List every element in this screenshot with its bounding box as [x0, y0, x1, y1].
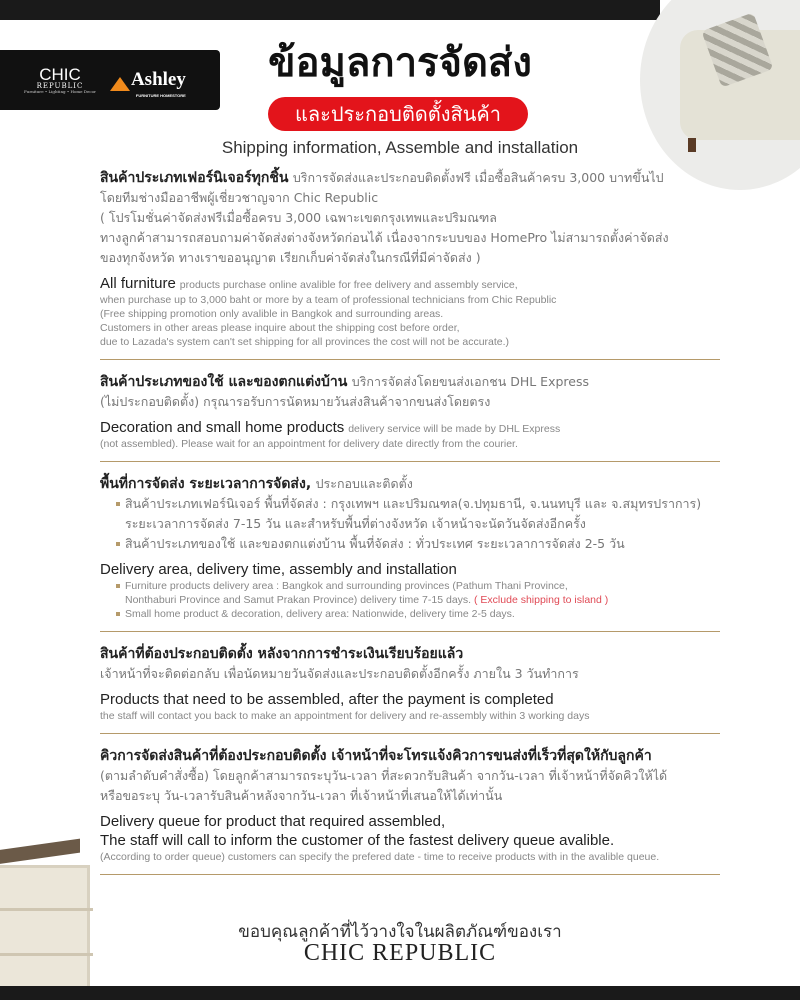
section-heading-en: Delivery area, delivery time, assembly and installation	[100, 561, 457, 578]
body-text: (Free shipping promotion only avalible in Bangkok and surrounding areas.	[100, 308, 444, 320]
ashley-logo	[110, 69, 186, 98]
body-text: (ไม่ประกอบติดตั้ง) กรุณารอรับการนัดหมายวันส่งสินค้าจากขนส่งโดยตรง	[100, 394, 491, 409]
body-text: (According to order queue) customers can specify the prefered date - time to receive products with in the avalible queue.	[100, 851, 660, 863]
section-heading: สินค้าประเภทเฟอร์นิเจอร์ทุกชิ้น	[100, 170, 289, 186]
page-subtitle: Shipping information, Assemble and installation	[221, 138, 579, 157]
title-pill: และประกอบติดตั้งสินค้า	[268, 97, 528, 131]
brand-name: CHIC REPUBLIC	[303, 940, 497, 966]
logo-text: REPUBLIC	[36, 82, 84, 90]
list-item	[116, 494, 720, 534]
body-text: when purchase up to 3,000 baht or more by a team of professional technicians from Chic Republic	[100, 294, 557, 306]
body-text: Customers in other areas please inquire about the shipping cost before order,	[100, 322, 460, 334]
thank-you-text: ขอบคุณลูกค้าที่ไว้วางใจในผลิตภัณฑ์ของเรา	[238, 922, 562, 942]
brand-logos	[0, 50, 220, 110]
divider	[100, 733, 720, 734]
body-text: (ตามลำดับคำสั่งซื้อ) โดยลูกค้าสามารถระบุวัน-เวลา ที่สะดวกรับสินค้า จากวัน-เวลา ที่เจ้าหน้าที่จัดคิวให้ได้	[100, 768, 668, 783]
section-delivery-queue	[100, 746, 720, 870]
island-note: ( Exclude shipping to island )	[474, 594, 609, 606]
list-item	[116, 607, 720, 621]
section-heading: คิวการจัดส่งสินค้าที่ต้องประกอบติดตั้ง เจ้าหน้าที่จะโทรแจ้งคิวการขนส่งที่เร็วที่สุดให้กับลูกค้า	[100, 748, 652, 764]
section-heading-en: Products that need to be assembled, after the payment is completed	[100, 691, 554, 708]
body-text: ของทุกจังหวัด ทางเราขออนุญาต เรียกเก็บค่าจัดส่งในกรณีที่มีค่าจัดส่ง )	[100, 250, 481, 265]
chic-republic-logo	[24, 66, 96, 94]
divider	[100, 359, 720, 360]
house-icon	[110, 77, 130, 91]
body-text: due to Lazada's system can't set shipping for all provinces the cost will not be accurate.)	[100, 336, 510, 348]
sofa-image	[640, 0, 800, 190]
section-assembly	[100, 644, 720, 729]
section-decoration	[100, 372, 720, 457]
bottom-bar	[0, 986, 800, 1000]
logo-text: CHIC	[39, 65, 81, 84]
body-text: Nonthaburi Province and Samut Prakan Province) delivery time 7-15 days.	[125, 594, 472, 606]
logo-text: FURNITURE HOMESTORE	[135, 93, 186, 98]
body-text: สินค้าประเภทเฟอร์นิเจอร์ พื้นที่จัดส่ง : กรุงเทพฯ และปริมณฑล(จ.ปทุมธานี, จ.นนทบุรี และ จ.สมุทรปราการ)	[125, 496, 702, 511]
body-text: the staff will contact you back to make an appointment for delivery and re-assembly within 3 working days	[100, 710, 590, 722]
section-delivery-area	[100, 474, 720, 627]
body-text: โดยทีมช่างมืออาชีพผู้เชี่ยวชาญจาก Chic Republic	[100, 190, 379, 205]
logo-text: Furniture • Lighting • Home Decor	[24, 89, 96, 94]
body-text: สินค้าประเภทของใช้ และของตกแต่งบ้าน พื้นที่จัดส่ง : ทั่วประเทศ ระยะเวลาการจัดส่ง 2-5 วัน	[125, 536, 625, 551]
body-text: บริการจัดส่งและประกอบติดตั้งฟรี เมื่อซื้อสินค้าครบ 3,000 บาทขึ้นไป	[292, 170, 664, 185]
section-heading-en: All furniture	[100, 275, 176, 292]
body-text: Small home product & decoration, delivery area: Nationwide, delivery time 2-5 days.	[125, 608, 515, 620]
body-text: เจ้าหน้าที่จะติดต่อกลับ เพื่อนัดหมายวันจัดส่งและประกอบติดตั้งอีกครั้ง ภายใน 3 วันทำการ	[100, 666, 579, 681]
list-item	[116, 579, 720, 607]
section-heading: พื้นที่การจัดส่ง ระยะเวลาการจัดส่ง,	[100, 476, 312, 492]
body-text: ( โปรโมชั่นค่าจัดส่งฟรีเมื่อซื้อครบ 3,000 เฉพาะเขตกรุงเทพและปริมณฑล	[100, 210, 497, 225]
logo-text: Ashley	[130, 69, 186, 90]
section-heading: สินค้าประเภทของใช้ และของตกแต่งบ้าน	[100, 374, 348, 390]
divider	[100, 874, 720, 875]
divider	[100, 461, 720, 462]
section-furniture	[100, 168, 720, 355]
body-text: (not assembled). Please wait for an appointment for delivery date directly from the courier.	[100, 438, 518, 450]
body-text: ทางลูกค้าสามารถสอบถามค่าจัดส่งต่างจังหวัดก่อนได้ เนื่องจากระบบของ HomePro ไม่สามารถตั้งค่าจัดส่ง	[100, 230, 669, 245]
body-text: ระยะเวลาการจัดส่ง 7-15 วัน และสำหรับพื้นที่ต่างจังหวัด เจ้าหน้าจะนัดวันจัดส่งอีกครั้ง	[125, 516, 586, 531]
body-text: products purchase online avalible for free delivery and assembly service,	[179, 279, 518, 291]
page-title: ข้อมูลการจัดส่ง	[268, 40, 532, 86]
body-text: ประกอบและติดตั้ง	[315, 476, 413, 491]
list-item	[116, 534, 720, 554]
top-bar	[0, 0, 660, 20]
section-heading-en: Delivery queue for product that required assembled,	[100, 813, 446, 830]
section-heading-en: The staff will call to inform the customer of the fastest delivery queue avalible.	[100, 832, 615, 849]
content	[100, 168, 720, 887]
section-heading-en: Decoration and small home products	[100, 419, 345, 436]
body-text: หรือขอระบุ วัน-เวลารับสินค้าหลังจากวัน-เวลา ที่เจ้าหน้าที่เสนอให้ได้เท่านั้น	[100, 788, 503, 803]
body-text: delivery service will be made by DHL Express	[348, 423, 561, 435]
divider	[100, 631, 720, 632]
body-text: Furniture products delivery area : Bangkok and surrounding provinces (Pathum Thani Province,	[125, 580, 568, 592]
section-heading: สินค้าที่ต้องประกอบติดตั้ง หลังจากการชำระเงินเรียบร้อยแล้ว	[100, 646, 464, 662]
body-text: บริการจัดส่งโดยขนส่งเอกชน DHL Express	[351, 374, 589, 389]
